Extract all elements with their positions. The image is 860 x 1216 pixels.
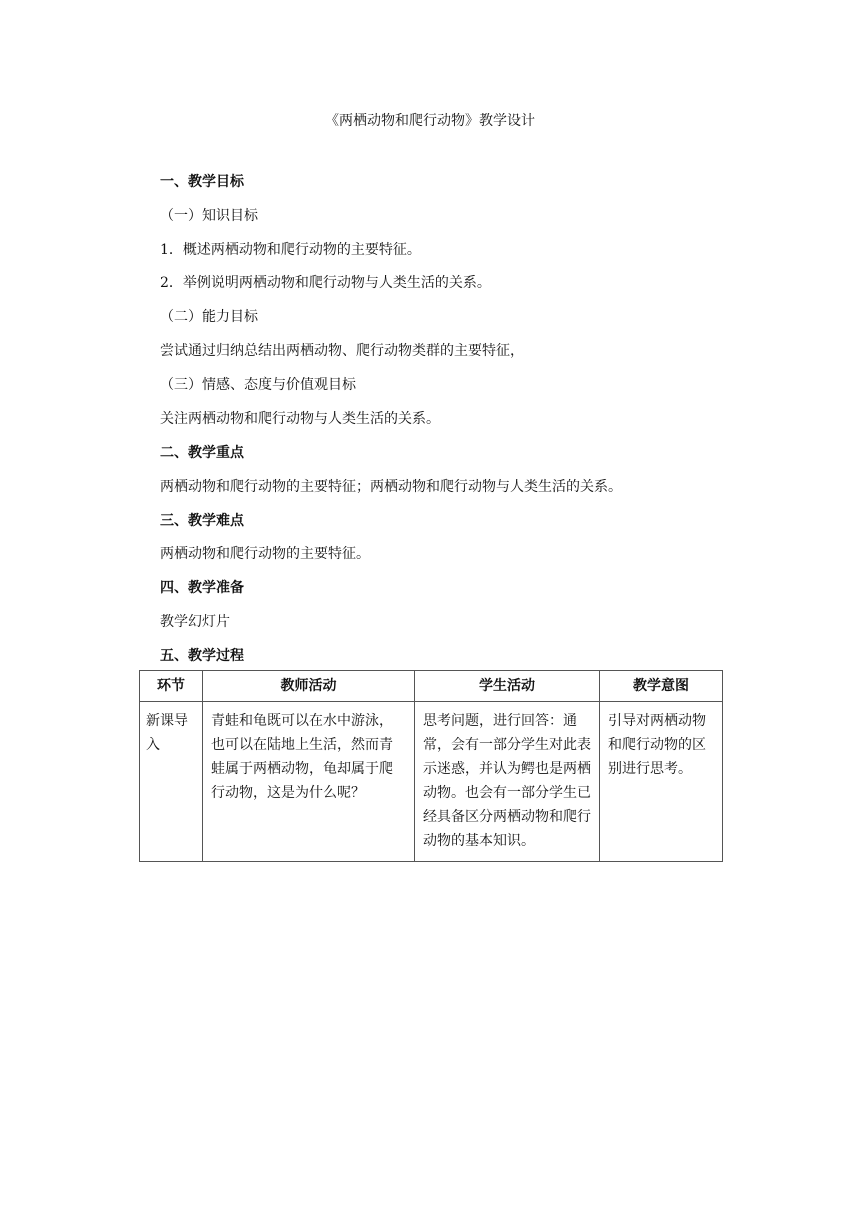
cell-teaching-intent: 引导对两栖动物和爬行动物的区别进行思考。: [600, 702, 723, 862]
attitude-goal: 关注两栖动物和爬行动物与人类生活的关系。: [160, 411, 440, 427]
document-title: 《两栖动物和爬行动物》教学设计: [325, 113, 535, 129]
preparation-text: 教学幻灯片: [160, 614, 230, 630]
knowledge-goal-2: 2．举例说明两栖动物和爬行动物与人类生活的关系。: [160, 275, 491, 291]
header-student-activity: 学生活动: [415, 671, 600, 702]
cell-student-activity: 思考问题，进行回答：通常，会有一部分学生对此表示迷惑，并认为鳄也是两栖动物。也会有一部分学生已经具备区分两栖动物和爬行动物的基本知识。: [415, 702, 600, 862]
section-heading-objectives: 一、教学目标: [160, 174, 244, 190]
subheading-attitude-goals: （三）情感、态度与价值观目标: [160, 377, 356, 393]
header-teaching-intent: 教学意图: [600, 671, 723, 702]
teaching-process-table: [139, 670, 723, 862]
cell-teacher-activity: 青蛙和龟既可以在水中游泳，也可以在陆地上生活，然而青蛙属于两栖动物，龟却属于爬行动物，这是为什么呢？: [203, 702, 415, 862]
knowledge-goal-1: 1．概述两栖动物和爬行动物的主要特征。: [160, 242, 421, 258]
table-row: [140, 702, 723, 862]
header-stage: 环节: [140, 671, 203, 702]
ability-goal: 尝试通过归纳总结出两栖动物、爬行动物类群的主要特征，: [160, 343, 524, 359]
subheading-knowledge-goals: （一）知识目标: [160, 208, 258, 224]
key-points-text: 两栖动物和爬行动物的主要特征；两栖动物和爬行动物与人类生活的关系。: [160, 479, 622, 495]
section-heading-preparation: 四、教学准备: [160, 580, 244, 596]
section-heading-key-points: 二、教学重点: [160, 445, 244, 461]
section-heading-difficulties: 三、教学难点: [160, 513, 244, 529]
cell-stage: 新课导入: [140, 702, 203, 862]
table-stage-bottom-border: [139, 861, 202, 862]
subheading-ability-goals: （二）能力目标: [160, 309, 258, 325]
section-heading-process: 五、教学过程: [160, 648, 244, 664]
difficulties-text: 两栖动物和爬行动物的主要特征。: [160, 546, 370, 562]
header-teacher-activity: 教师活动: [203, 671, 415, 702]
table-header-row: [140, 671, 723, 702]
